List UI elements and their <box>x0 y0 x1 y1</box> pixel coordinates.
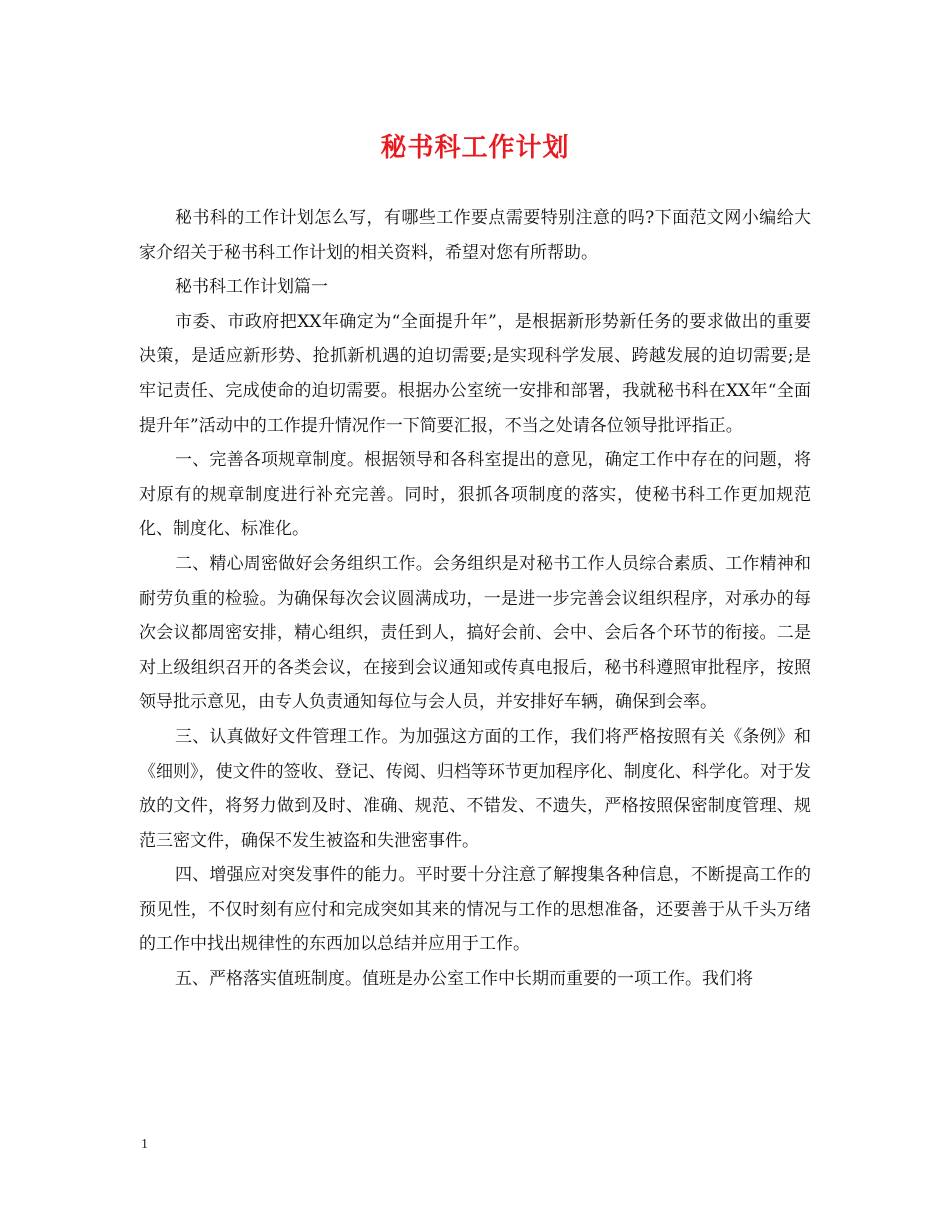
page-number: 1 <box>141 1137 148 1152</box>
section-heading: 秘书科工作计划篇一 <box>175 277 328 298</box>
paragraph-item-3: 三、认真做好文件管理工作。为加强这方面的工作，我们将严格按照有关《条例》和《细则》，使文件的签收、登记、传阅、归档等环节更加程序化、制度化、科学化。对于发放的文件，将努力做到及时、准确、规范、不错发、不遗失，严格按照保密制度管理、规范三密文件，确保不发生被盗和失泄密事件。 <box>139 726 811 851</box>
document-body <box>139 201 811 997</box>
document-title: 秘书科工作计划 <box>380 133 570 163</box>
paragraph-item-4: 四、增强应对突发事件的能力。平时要十分注意了解搜集各种信息，不断提高工作的预见性，不仅时刻有应付和完成突如其来的情况与工作的思想准备，还要善于从千头万绪的工作中找出规律性的东西加以总结并应用于工作。 <box>139 865 811 955</box>
paragraph-intro: 秘书科的工作计划怎么写，有哪些工作要点需要特别注意的吗?下面范文网小编给大家介绍关于秘书科工作计划的相关资料，希望对您有所帮助。 <box>139 208 811 263</box>
paragraph-item-5: 五、严格落实值班制度。值班是办公室工作中长期而重要的一项工作。我们将 <box>175 969 753 990</box>
paragraph-item-2: 二、精心周密做好会务组织工作。会务组织是对秘书工作人员综合素质、工作精神和耐劳负重的检验。为确保每次会议圆满成功，一是进一步完善会议组织程序，对承办的每次会议都周密安排，精心组织，责任到人，搞好会前、会中、会后各个环节的衔接。二是对上级组织召开的各类会议，在接到会议通知或传真电报后，秘书科遵照审批程序，按照领导批示意见，由专人负责通知每位与会人员，并安排好车辆，确保到会率。 <box>139 553 811 713</box>
paragraph-item-1: 一、完善各项规章制度。根据领导和各科室提出的意见，确定工作中存在的问题，将对原有的规章制度进行补充完善。同时，狠抓各项制度的落实，使秘书科工作更加规范化、制度化、标准化。 <box>139 450 811 540</box>
paragraph-background: 市委、市政府把XX年确定为“全面提升年”，是根据新形势新任务的要求做出的重要决策，是适应新形势、抢抓新机遇的迫切需要;是实现科学发展、跨越发展的迫切需要;是牢记责任、完成使命的迫切需要。根据办公室统一安排和部署，我就秘书科在XX年“全面提升年”活动中的工作提升情况作一下简要汇报，不当之处请各位领导批评指正。 <box>139 311 811 436</box>
